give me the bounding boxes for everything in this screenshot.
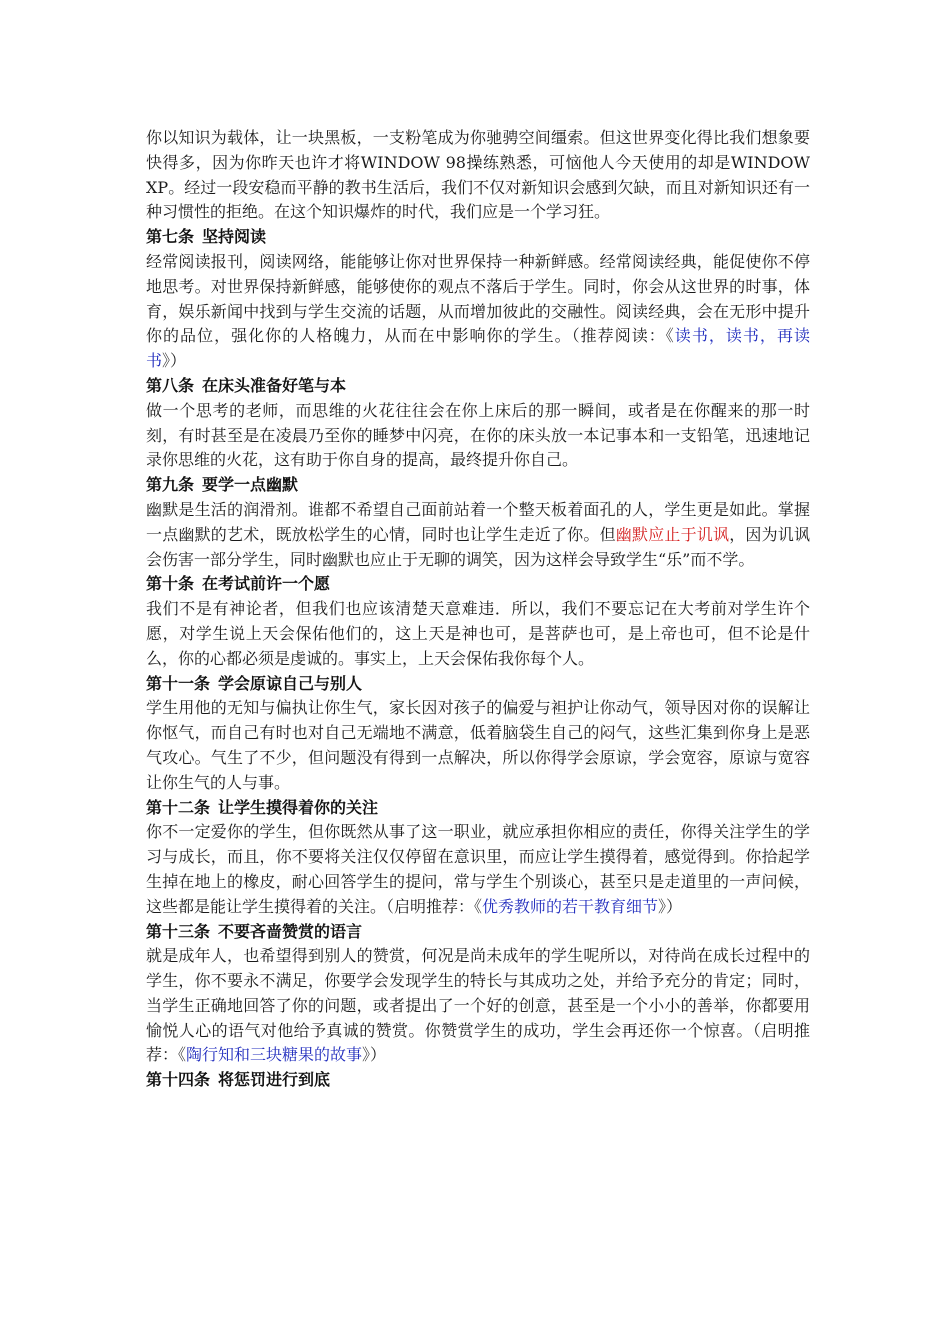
section-title: 让学生摸得着你的关注 (218, 797, 379, 817)
section-heading-7 (146, 225, 810, 250)
section-title: 在床头准备好笔与本 (202, 375, 347, 395)
section-title: 不要吝啬赞赏的语言 (218, 921, 363, 941)
section-body-9 (146, 498, 810, 572)
section-number: 第十条 (146, 574, 195, 594)
section-body-11: 学生用他的无知与偏执让你生气，家长因对孩子的偏爱与袒护让你动气，领导因对你的误解让你怄气，而自己有时也对自己无端地不满意，低着脑袋生自己的闷气，这些汇集到你身上是恶气攻心。气生了不少，但问题没有得到一点解决，所以你得学会原谅，学会宽容，原谅与宽容让你生气的人与事。 (146, 698, 810, 792)
section-body-8: 做一个思考的老师，而思维的火花往往会在你上床后的那一瞬间，或者是在你醒来的那一时刻，有时甚至是在凌晨乃至你的睡梦中闪亮，在你的床头放一本记事本和一支铅笔，迅速地记录你思维的火花，这有助于你自身的提高，最终提升你自己。 (146, 400, 810, 470)
section-body-7 (146, 250, 810, 374)
section-title: 坚持阅读 (202, 227, 267, 247)
highlighted-phrase: 幽默应止于讥讽 (615, 524, 730, 544)
body-text: 经常阅读报刊，阅读网络，能能够让你对世界保持一种新鲜感。经常阅读经典，能促使你不停地思考。对世界保持新鲜感，能够使你的观点不落后于学生。同时，你会从这世界的时事，体育，娱乐新闻中找到与学生交流的话题，从而增加彼此的交融性。阅读经典，会在无形中提升你的品位，强化你的人格魄力，从而在中影响你的学生。（推荐阅读：《 (146, 251, 810, 346)
body-text: 你不一定爱你的学生，但你既然从事了这一职业，就应承担你相应的责任，你得关注学生的学习与成长，而且，你不要将关注仅仅停留在意识里，而应让学生摸得着，感觉得到。你拾起学生掉在地上的橡皮，耐心回答学生的提问，常与学生个别谈心，甚至只是走道里的一声问候，这些都是能让学生摸得着的关注。（启明推荐：《 (146, 822, 810, 916)
section-body-10: 我们不是有神论者，但我们也应该清楚天意难违．所以，我们不要忘记在大考前对学生许个愿，对学生说上天会保佑他们的，这上天是神也可，是菩萨也可，是上帝也可，但不论是什么，你的心都必须是虔诚的。事实上，上天会保佑我你每个人。 (146, 599, 810, 668)
section-title: 要学一点幽默 (202, 475, 299, 495)
section-heading-10 (146, 572, 810, 597)
section-heading-12 (146, 796, 810, 821)
body-text: 幽默是生活的润滑剂。谁都不希望自己面前站着一个整天板着面孔的人，学生更是如此。掌握一点幽默的艺术，既放松学生的心情，同时也让学生走近了你。但 (146, 499, 810, 544)
section-heading-11 (146, 672, 810, 697)
section-heading-9 (146, 473, 810, 498)
recommended-story-link[interactable]: 陶行知和三块糖果的故事 (186, 1045, 363, 1065)
section-number: 第九条 (146, 475, 195, 495)
section-number: 第十一条 (146, 673, 211, 693)
section-number: 第八条 (146, 375, 195, 395)
section-heading-8 (146, 374, 810, 399)
recommended-article-link[interactable]: 优秀教师的若干教育细节 (482, 896, 659, 916)
body-text: 》） (362, 1045, 387, 1065)
body-text: ，因为讥讽会伤害一部分学生，同时幽默也应止于无聊的调笑，因为这样会导致学生“乐”而不学。 (146, 524, 810, 569)
section-heading-14 (146, 1068, 810, 1093)
section-number: 第七条 (146, 227, 195, 247)
body-text: 》） (658, 896, 683, 916)
document-page (146, 126, 810, 1093)
section-number: 第十三条 (146, 921, 211, 941)
intro-paragraph: 你以知识为载体，让一块黑板，一支粉笔成为你驰骋空间缰索。但这世界变化得比我们想象要快得多，因为你昨天也许才将WINDOW 98操练熟悉，可恼他人今天使用的却是WINDOW XP。经过一段安稳而平静的教书生活后，我们不仅对新知识会感到欠缺，而且对新知识还有一种习惯性的拒绝。在这个知识爆炸的时代，我们应是一个学习狂。 (146, 128, 810, 222)
section-number: 第十二条 (146, 797, 211, 817)
recommended-reading-link[interactable]: 读书，读书，再读书 (146, 326, 810, 371)
section-number: 第十四条 (146, 1070, 211, 1090)
section-title: 将惩罚进行到底 (218, 1070, 331, 1090)
section-body-13 (146, 944, 810, 1068)
body-text: 就是成年人，也希望得到别人的赞赏，何况是尚未成年的学生呢所以，对待尚在成长过程中的学生，你不要永不满足，你要学会发现学生的特长与其成功之处，并给予充分的肯定；同时，当学生正确地回答了你的问题，或者提出了一个好的创意，甚至是一个小小的善举，你都要用愉悦人心的语气对他给予真诚的赞赏。你赞赏学生的成功，学生会再还你一个惊喜。（启明推荐：《 (146, 946, 810, 1065)
section-title: 学会原谅自己与别人 (218, 673, 363, 693)
section-title: 在考试前许一个愿 (202, 574, 331, 594)
section-body-12 (146, 820, 810, 919)
section-heading-13 (146, 920, 810, 945)
body-text: 》） (162, 351, 187, 371)
